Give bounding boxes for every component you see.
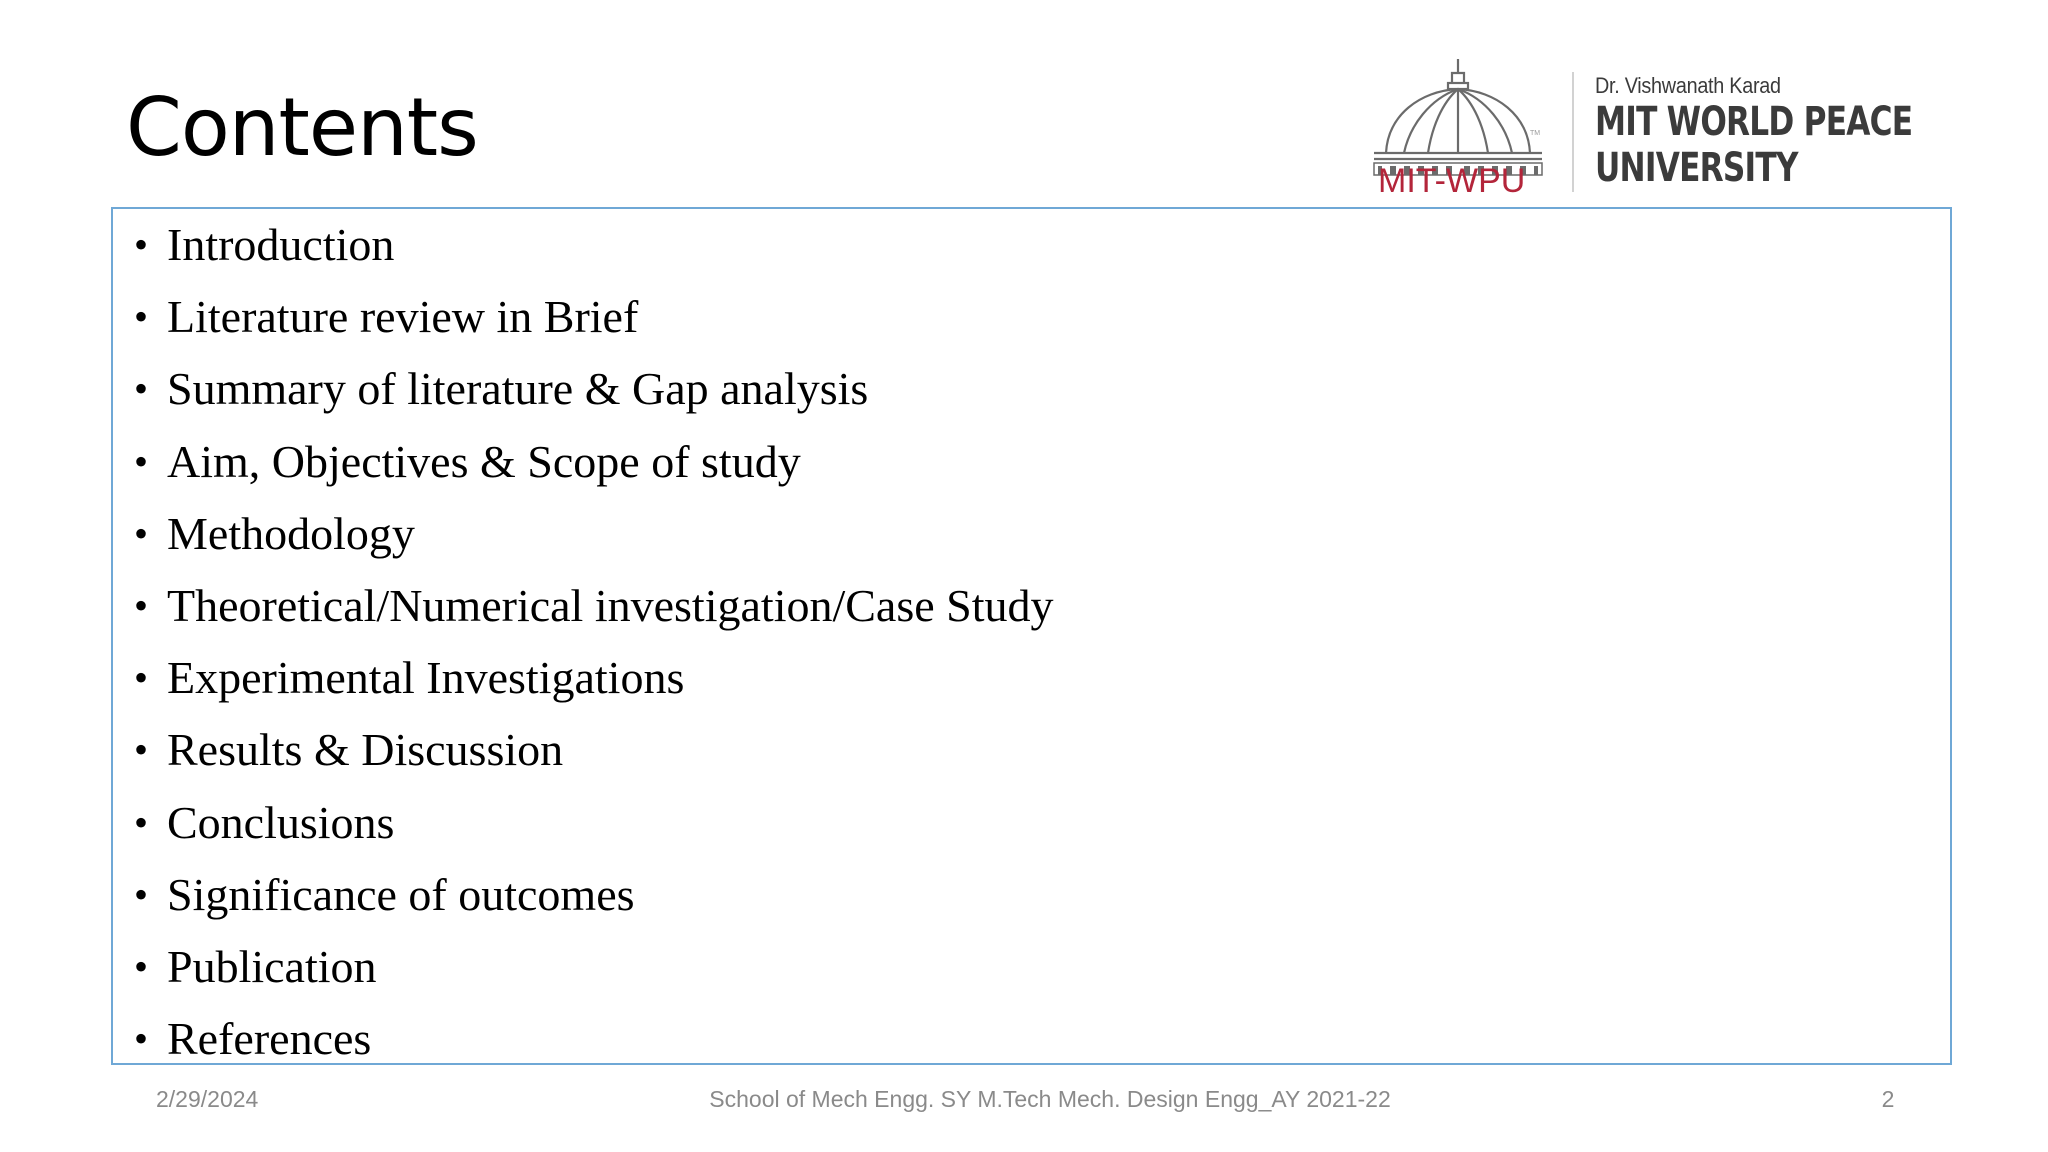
bullet-icon: • [133, 582, 148, 628]
bullet-icon: • [133, 222, 148, 267]
logo-abbreviation: MIT-WPU [1378, 162, 1526, 200]
bullet-icon: • [133, 727, 148, 773]
logo-name-line2: UNIVERSITY [1595, 145, 1798, 191]
footer-text: School of Mech Engg. SY M.Tech Mech. Design Engg_AY 2021-22 [709, 1086, 1391, 1112]
svg-text:TM: TM [1530, 130, 1541, 137]
bullet-icon: • [133, 871, 148, 917]
logo-divider [1572, 72, 1574, 192]
contents-box: • Introduction • Literature review in Brief • Summary of literature & Gap analysis • Aim, Objectives & Scope of study • Methodology • Theoretical/Numerical investigation/Case Study • Experimental Investigations • Results & Discussion • Conclusions • Significance of outcomes • Publication • References [111, 207, 1952, 1065]
university-logo [1370, 55, 1970, 205]
footer-date: 2/29/2024 [156, 1086, 259, 1112]
bullet-icon: • [133, 799, 148, 845]
bullet-icon: • [133, 655, 148, 701]
slide-title: Contents [126, 81, 478, 174]
logo-wordmark [1595, 73, 2002, 191]
bullet-icon: • [133, 294, 148, 340]
bullet-icon: • [133, 510, 148, 556]
logo-subtitle: Dr. Vishwanath Karad [1595, 73, 1781, 98]
bullet-icon: • [133, 1016, 148, 1062]
bullet-icon: • [133, 943, 148, 989]
page-number: 2 [1881, 1086, 1895, 1112]
logo-name-line1: MIT WORLD PEACE [1595, 99, 1913, 145]
bullet-icon: • [133, 438, 148, 484]
bullet-icon: • [133, 366, 148, 412]
